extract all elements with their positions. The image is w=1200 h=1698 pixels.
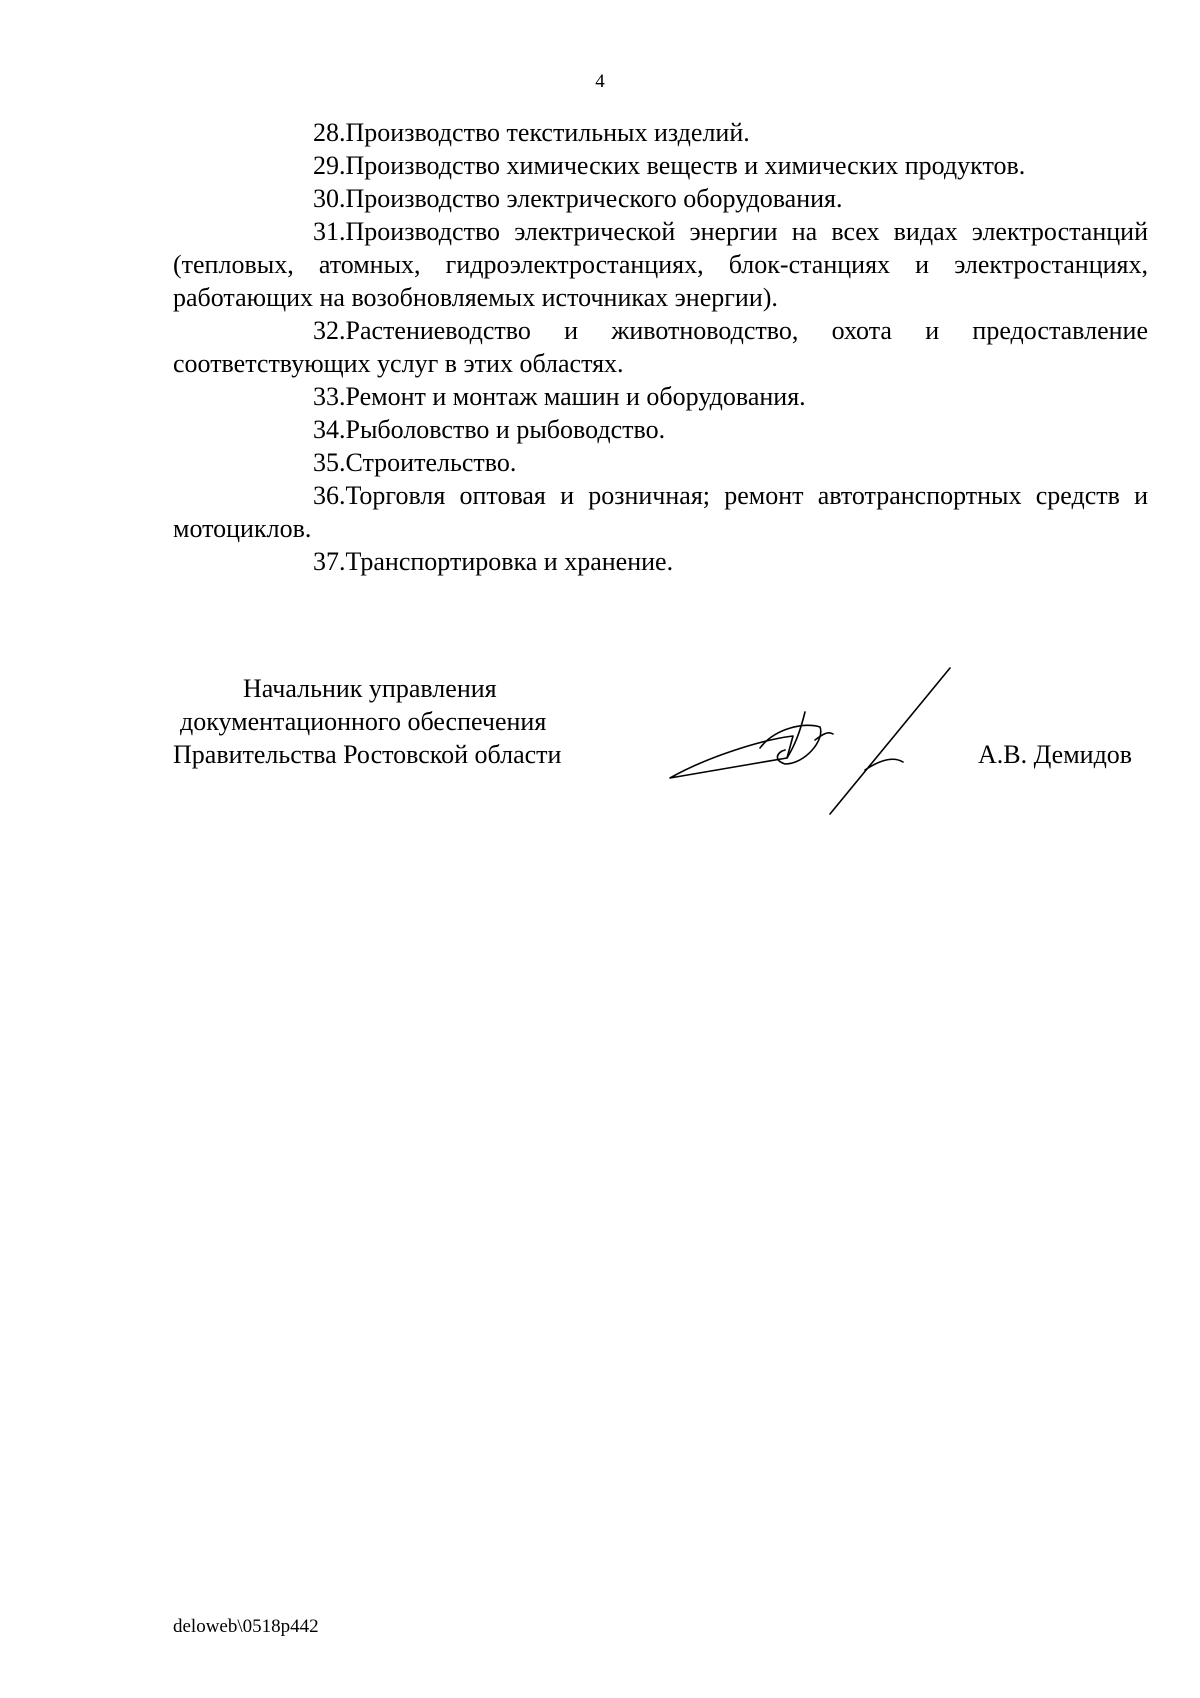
list-item bbox=[173, 314, 1148, 380]
item-text: Транспортировка и хранение. bbox=[345, 547, 674, 576]
item-text: Торговля оптовая и розничная; ремонт автотранспортных средств и мотоциклов. bbox=[173, 481, 1148, 543]
page-number: 4 bbox=[595, 71, 605, 92]
signer-name: А.В. Демидов bbox=[978, 740, 1133, 769]
list-item bbox=[173, 380, 1148, 413]
signature-stroke bbox=[830, 668, 950, 814]
item-text: Строительство. bbox=[345, 448, 517, 477]
item-number: 32. bbox=[313, 316, 346, 345]
item-number: 35. bbox=[313, 448, 346, 477]
item-text: Производство химических веществ и химических продуктов. bbox=[345, 151, 1026, 180]
item-number: 30. bbox=[313, 184, 346, 213]
item-number: 37. bbox=[313, 547, 346, 576]
item-text: Рыболовство и рыбоводство. bbox=[345, 415, 666, 444]
list-item bbox=[173, 545, 1148, 578]
item-number: 28. bbox=[313, 118, 346, 147]
list-item bbox=[173, 446, 1148, 479]
item-text: Производство текстильных изделий. bbox=[345, 118, 750, 147]
list-item bbox=[173, 215, 1148, 314]
item-text: Производство электрического оборудования. bbox=[345, 184, 843, 213]
item-number: 29. bbox=[313, 151, 346, 180]
item-number: 33. bbox=[313, 382, 346, 411]
item-number: 34. bbox=[313, 415, 346, 444]
item-text: Производство электрической энергии на всех видах электростанций (тепловых, атомных, гидроэлектростанциях, блок-станциях и электростанциях, работающих на возобновляемых источниках энергии). bbox=[173, 217, 1148, 312]
signatory-title-line: документационного обеспечения bbox=[180, 707, 547, 736]
activity-list bbox=[173, 116, 1148, 578]
list-item bbox=[173, 149, 1148, 182]
list-item bbox=[173, 479, 1148, 545]
signatory-title-line: Начальник управления bbox=[243, 674, 497, 703]
list-item bbox=[173, 182, 1148, 215]
item-text: Растениеводство и животноводство, охота и предоставление соответствующих услуг в этих областях. bbox=[173, 316, 1148, 378]
item-number: 31. bbox=[313, 217, 346, 246]
list-item bbox=[173, 116, 1148, 149]
handwritten-signature bbox=[665, 660, 965, 830]
signatory-title-line: Правительства Ростовской области bbox=[173, 740, 562, 769]
list-item bbox=[173, 413, 1148, 446]
signatory-title bbox=[173, 672, 561, 771]
signature-stroke bbox=[815, 733, 833, 740]
signature-stroke bbox=[670, 736, 793, 778]
item-number: 36. bbox=[313, 481, 346, 510]
item-text: Ремонт и монтаж машин и оборудования. bbox=[345, 382, 806, 411]
document-code: deloweb\0518p442 bbox=[173, 1616, 319, 1637]
